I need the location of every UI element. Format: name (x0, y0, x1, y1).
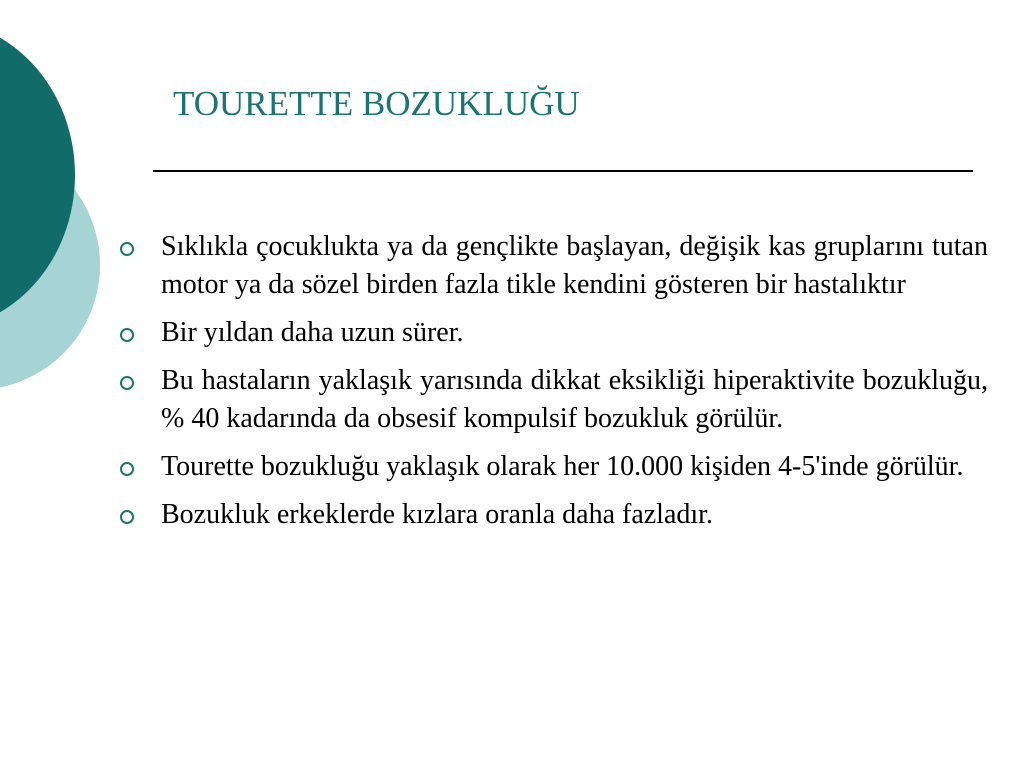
bullet-item (118, 228, 988, 304)
circle-bullet-icon (120, 376, 134, 390)
bullet-item (118, 448, 988, 486)
slide-title: TOURETTE BOZUKLUĞU (173, 84, 580, 123)
bullet-item (118, 314, 988, 352)
bullet-item (118, 496, 988, 534)
bullet-list (118, 228, 988, 544)
bullet-text: Bozukluk erkeklerde kızlara oranla daha fazladır. (161, 499, 713, 530)
bullet-text: Bu hastaların yaklaşık yarısında dikkat eksikliği hiperaktivite bozukluğu, % 40 kadarında da obsesif kompulsif bozukluk görülür. (161, 365, 988, 434)
bullet-text: Tourette bozukluğu yaklaşık olarak her 10.000 kişiden 4-5'inde görülür. (161, 451, 964, 482)
circle-bullet-icon (120, 242, 134, 256)
circle-bullet-icon (120, 462, 134, 476)
bullet-text: Bir yıldan daha uzun sürer. (161, 317, 464, 348)
circle-bullet-icon (120, 510, 134, 524)
bullet-item (118, 362, 988, 438)
bullet-text: Sıklıkla çocuklukta ya da gençlikte başlayan, değişik kas gruplarını tutan motor ya da sözel birden fazla tikle kendini gösteren bir hastalıktır (161, 231, 988, 300)
circle-bullet-icon (120, 328, 134, 342)
title-divider (153, 170, 973, 172)
